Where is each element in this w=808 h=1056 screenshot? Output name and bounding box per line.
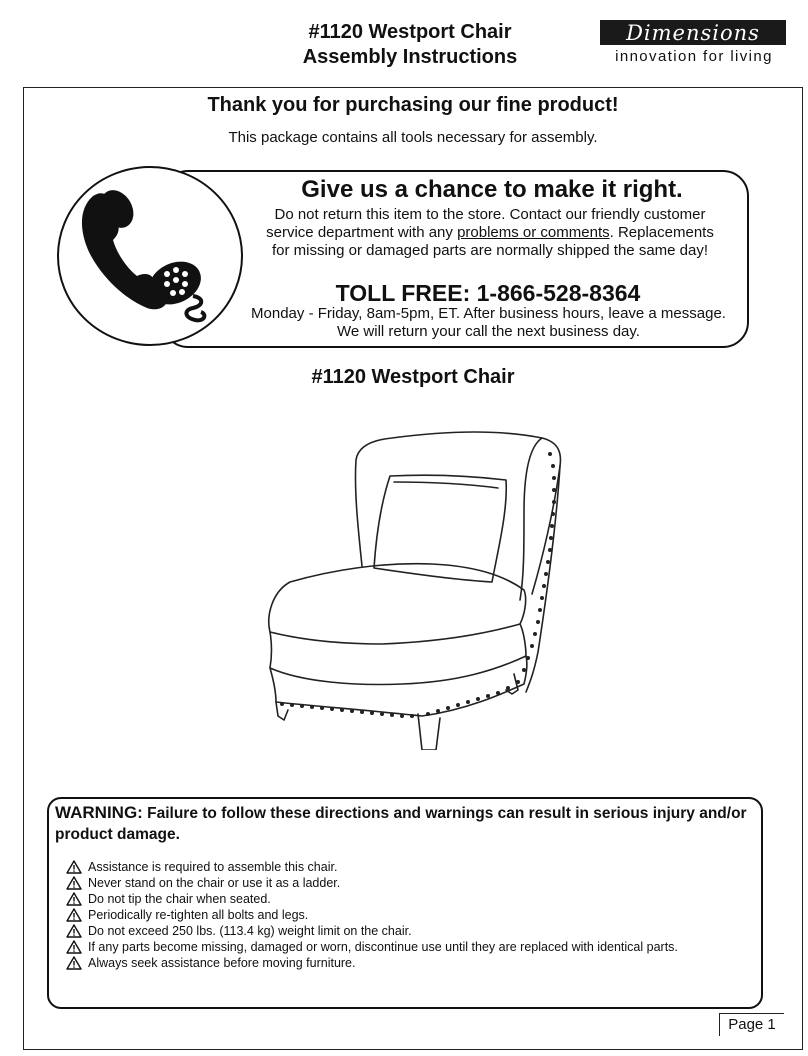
warning-triangle-icon: [66, 940, 82, 954]
warning-item-text: Do not tip the chair when seated.: [88, 892, 271, 906]
page-number: Page 1: [719, 1013, 784, 1036]
warning-triangle-icon: [66, 924, 82, 938]
warning-item-text: Periodically re-tighten all bolts and legs.: [88, 908, 309, 922]
warning-text: Failure to follow these directions and warnings can result in serious injury and/or product damage.: [55, 805, 747, 843]
warning-triangle-icon: [66, 860, 82, 874]
warning-triangle-icon: [66, 892, 82, 906]
warning-item: [66, 875, 766, 891]
document-title: [180, 20, 640, 70]
warning-item: [66, 859, 766, 875]
warning-triangle-icon: [66, 956, 82, 970]
contact-line-1: Do not return this item to the store. Contact our friendly customer: [274, 206, 706, 223]
brand-name: Dimensions: [626, 21, 760, 45]
warning-item-text: If any parts become missing, damaged or worn, discontinue use until they are replaced with identical parts.: [88, 940, 678, 954]
warning-item: [66, 891, 766, 907]
warning-item-text: Do not exceed 250 lbs. (113.4 kg) weight limit on the chair.: [88, 924, 412, 938]
chair-illustration: [262, 420, 572, 750]
warning-item: [66, 955, 766, 971]
contact-body: [232, 206, 748, 260]
warning-item: [66, 923, 766, 939]
hours-line-1: Monday - Friday, 8am-5pm, ET. After business hours, leave a message.: [251, 305, 726, 322]
warning-item: [66, 939, 766, 955]
problems-link: problems or comments: [457, 224, 610, 241]
warning-item-text: Never stand on the chair or use it as a ladder.: [88, 876, 341, 890]
warning-triangle-icon: [66, 908, 82, 922]
service-hours: [225, 305, 752, 341]
brand-tagline: innovation for living: [615, 48, 773, 65]
warning-label: WARNING:: [55, 803, 143, 822]
package-note: This package contains all tools necessary for assembly.: [228, 129, 598, 146]
hours-line-2: We will return your call the next business day.: [337, 323, 640, 340]
contact-heading: Give us a chance to make it right.: [301, 176, 683, 203]
warning-heading: [55, 802, 755, 845]
contact-line-3: for missing or damaged parts are normally shipped the same day!: [271, 242, 709, 259]
title-line-2: Assembly Instructions: [302, 46, 518, 68]
toll-free-number: TOLL FREE: 1-866-528-8364: [335, 280, 641, 306]
brand-logo: [600, 18, 788, 66]
warning-item: [66, 907, 766, 923]
thank-you-heading: Thank you for purchasing our fine product!: [207, 94, 619, 116]
warning-triangle-icon: [66, 876, 82, 890]
warning-item-text: Always seek assistance before moving furniture.: [88, 956, 356, 970]
warning-list: [66, 859, 766, 971]
title-line-1: #1120 Westport Chair: [308, 21, 512, 43]
telephone-icon: [55, 164, 245, 348]
contact-line-2: service department with any problems or comments. Replacements: [266, 224, 714, 241]
warning-item-text: Assistance is required to assemble this chair.: [88, 860, 338, 874]
chair-title: #1120 Westport Chair: [311, 366, 515, 388]
